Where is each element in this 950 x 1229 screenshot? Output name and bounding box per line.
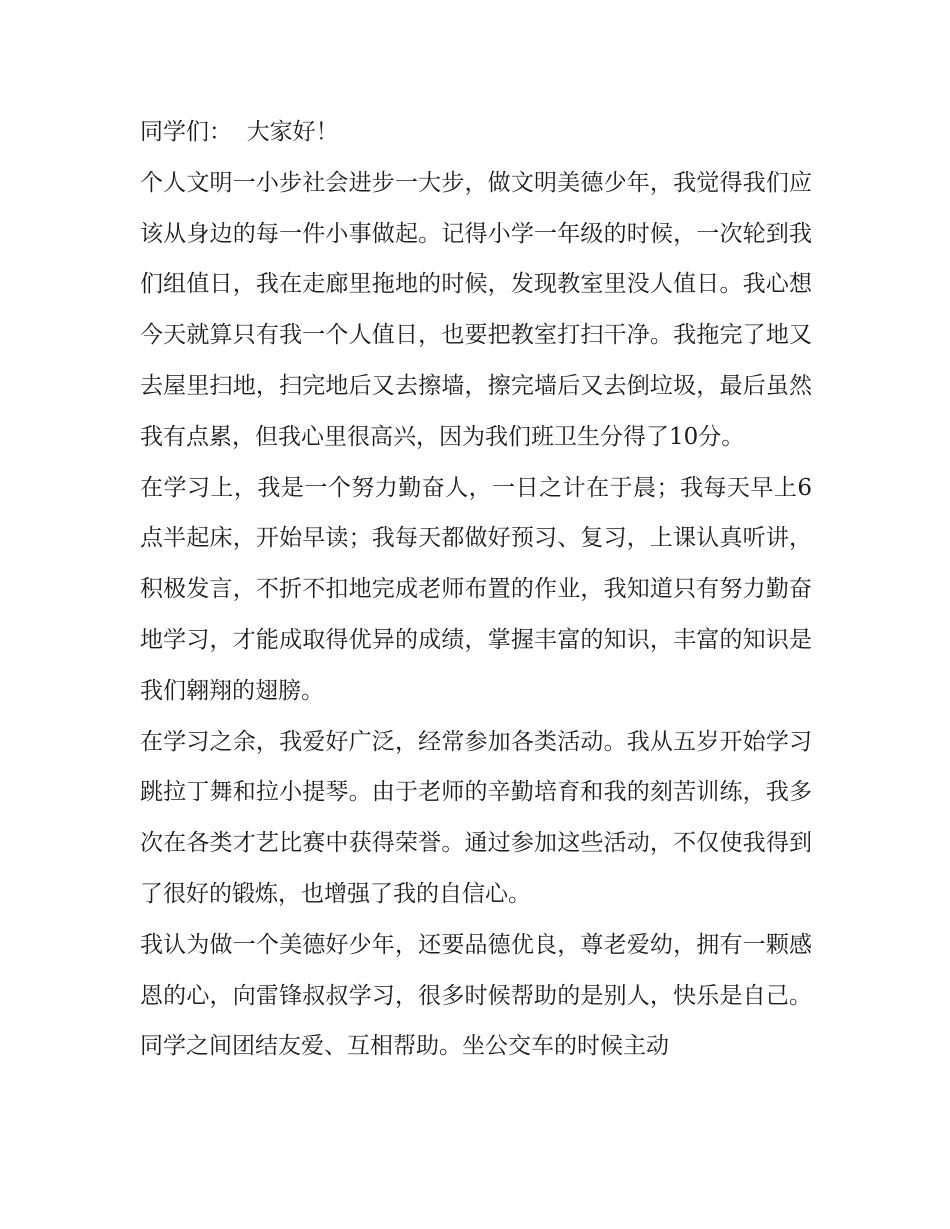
paragraph-virtue: 我认为做一个美德好少年，还要品德优良，尊老爱幼，拥有一颗感恩的心，向雷锋叔叔学习，很多时候帮助的是别人，快乐是自己。同学之间团结友爱、互相帮助。坐公交车的时候主动: [140, 931, 812, 1060]
speech-text: [140, 107, 812, 1072]
paragraph-study: 在学习上，我是一个努力勤奋人，一日之计在于晨；我每天早上6点半起床，开始早读；我每天都做好预习、复习，上课认真听讲，积极发言，不折不扣地完成老师布置的作业，我知道只有努力勤奋地学习，才能成取得优异的成绩，掌握丰富的知识，丰富的知识是我们翱翔的翅膀。: [140, 474, 812, 704]
greeting-line: 同学们： 大家好！: [140, 119, 339, 145]
paragraph-civility: 个人文明一小步社会进步一大步，做文明美德少年，我觉得我们应该从身边的每一件小事做起。记得小学一年级的时候，一次轮到我们组值日，我在走廊里拖地的时候，发现教室里没人值日。我心想今天就算只有我一个人值日，也要把教室打扫干净。我拖完了地又去屋里扫地，扫完地后又去擦墙，擦完墙后又去倒垃圾，最后虽然我有点累，但我心里很高兴，因为我们班卫生分得了10分。: [140, 169, 812, 450]
paragraph-activities: 在学习之余，我爱好广泛，经常参加各类活动。我从五岁开始学习跳拉丁舞和拉小提琴。由于老师的辛勤培育和我的刻苦训练，我多次在各类才艺比赛中获得荣誉。通过参加这些活动，不仅使我得到了很好的锻炼，也增强了我的自信心。: [140, 728, 812, 907]
